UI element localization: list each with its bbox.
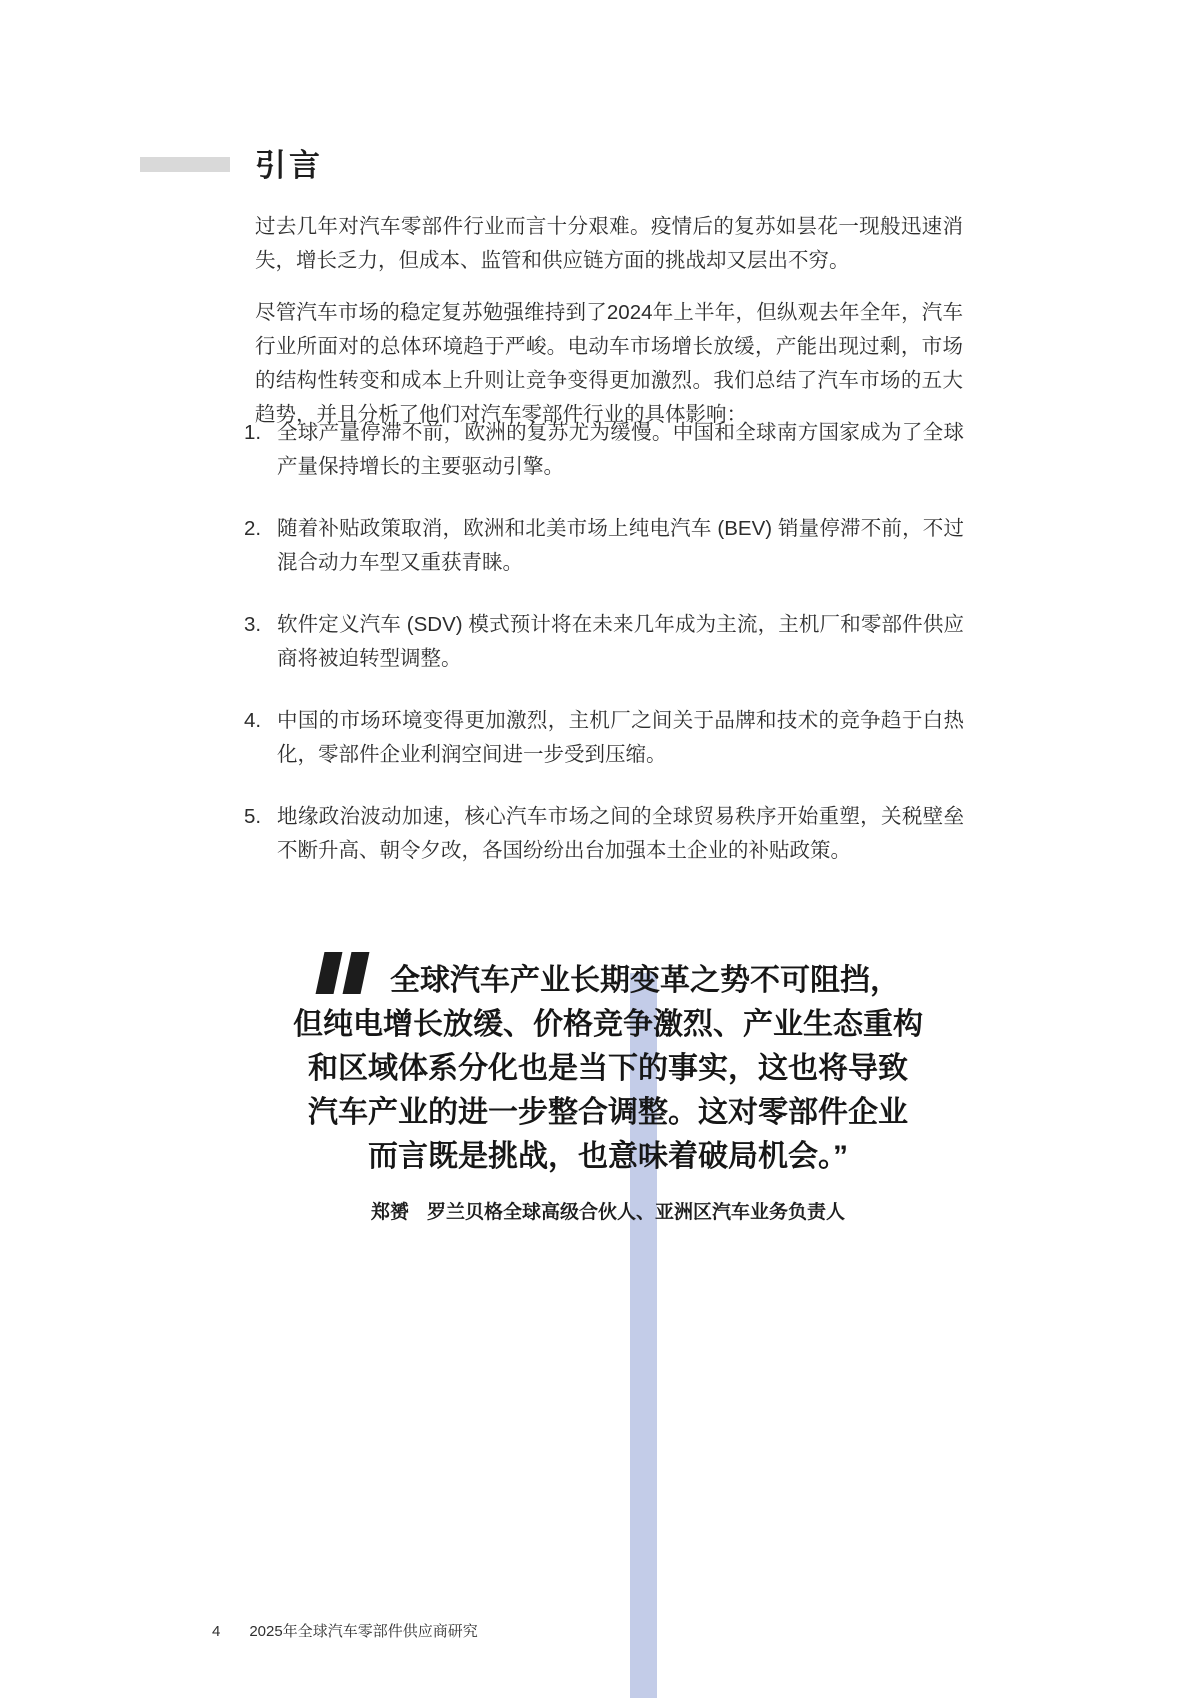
quote-line-5: 而言既是挑战，也意味着破局机会。” [368, 1140, 848, 1173]
trend-item-1 [244, 416, 964, 484]
quote-mark-icon [316, 952, 374, 994]
trend-list [244, 416, 964, 896]
trend-item-4 [244, 704, 964, 772]
attribution-name: 郑赟 [370, 1202, 409, 1223]
trend-number: 2. [244, 517, 262, 540]
trend-text: 中国的市场环境变得更加激烈，主机厂之间关于品牌和技术的竞争趋于白热化，零部件企业利润空间进一步受到压缩。 [277, 709, 964, 766]
trend-number: 3. [244, 613, 262, 636]
trend-number: 1. [244, 421, 262, 444]
quote-line-1 [250, 952, 966, 1003]
title-accent-bar [140, 157, 230, 172]
trend-item-3 [244, 608, 964, 676]
trend-text: 软件定义汽车 (SDV) 模式预计将在未来几年成为主流，主机厂和零部件供应商将被迫转型调整。 [277, 613, 964, 670]
intro-paragraph-2: 尽管汽车市场的稳定复苏勉强维持到了2024年上半年，但纵观去年全年，汽车行业所面对的总体环境趋于严峻。电动车市场增长放缓，产能出现过剩，市场的结构性转变和成本上升则让竞争变得更加激烈。我们总结了汽车市场的五大趋势，并且分析了他们对汽车零部件行业的具体影响： [255, 301, 963, 426]
page-title: 引言 [255, 148, 323, 183]
quote-line-2: 但纯电增长放缓、价格竞争激烈、产业生态重构 [293, 1008, 923, 1041]
quote-attribution [250, 1197, 966, 1224]
trend-item-5 [244, 800, 964, 868]
quote-line-text: 全球汽车产业长期变革之势不可阻挡， [390, 964, 900, 997]
trend-text: 全球产量停滞不前，欧洲的复苏尤为缓慢。中国和全球南方国家成为了全球产量保持增长的主要驱动引擎。 [277, 421, 964, 478]
trend-item-2 [244, 512, 964, 580]
quote-line-3: 和区域体系分化也是当下的事实，这也将导致 [308, 1052, 908, 1085]
intro-paragraph-1: 过去几年对汽车零部件行业而言十分艰难。疫情后的复苏如昙花一现般迅速消失，增长乏力，但成本、监管和供应链方面的挑战却又层出不穷。 [255, 215, 963, 272]
quote-line-4: 汽车产业的进一步整合调整。这对零部件企业 [308, 1096, 908, 1129]
page-footer [212, 1620, 478, 1641]
attribution-title: 罗兰贝格全球高级合伙人、亚洲区汽车业务负责人 [427, 1202, 846, 1223]
footer-page-number: 4 [212, 1623, 221, 1640]
trend-number: 5. [244, 805, 262, 828]
trend-text: 地缘政治波动加速，核心汽车市场之间的全球贸易秩序开始重塑，关税壁垒不断升高、朝令夕改，各国纷纷出台加强本土企业的补贴政策。 [277, 805, 964, 862]
pull-quote [250, 952, 966, 1224]
trend-number: 4. [244, 709, 262, 732]
trend-text: 随着补贴政策取消，欧洲和北美市场上纯电汽车 (BEV) 销量停滞不前，不过混合动力车型又重获青睐。 [277, 517, 964, 574]
footer-doc-title: 2025年全球汽车零部件供应商研究 [249, 1623, 478, 1640]
